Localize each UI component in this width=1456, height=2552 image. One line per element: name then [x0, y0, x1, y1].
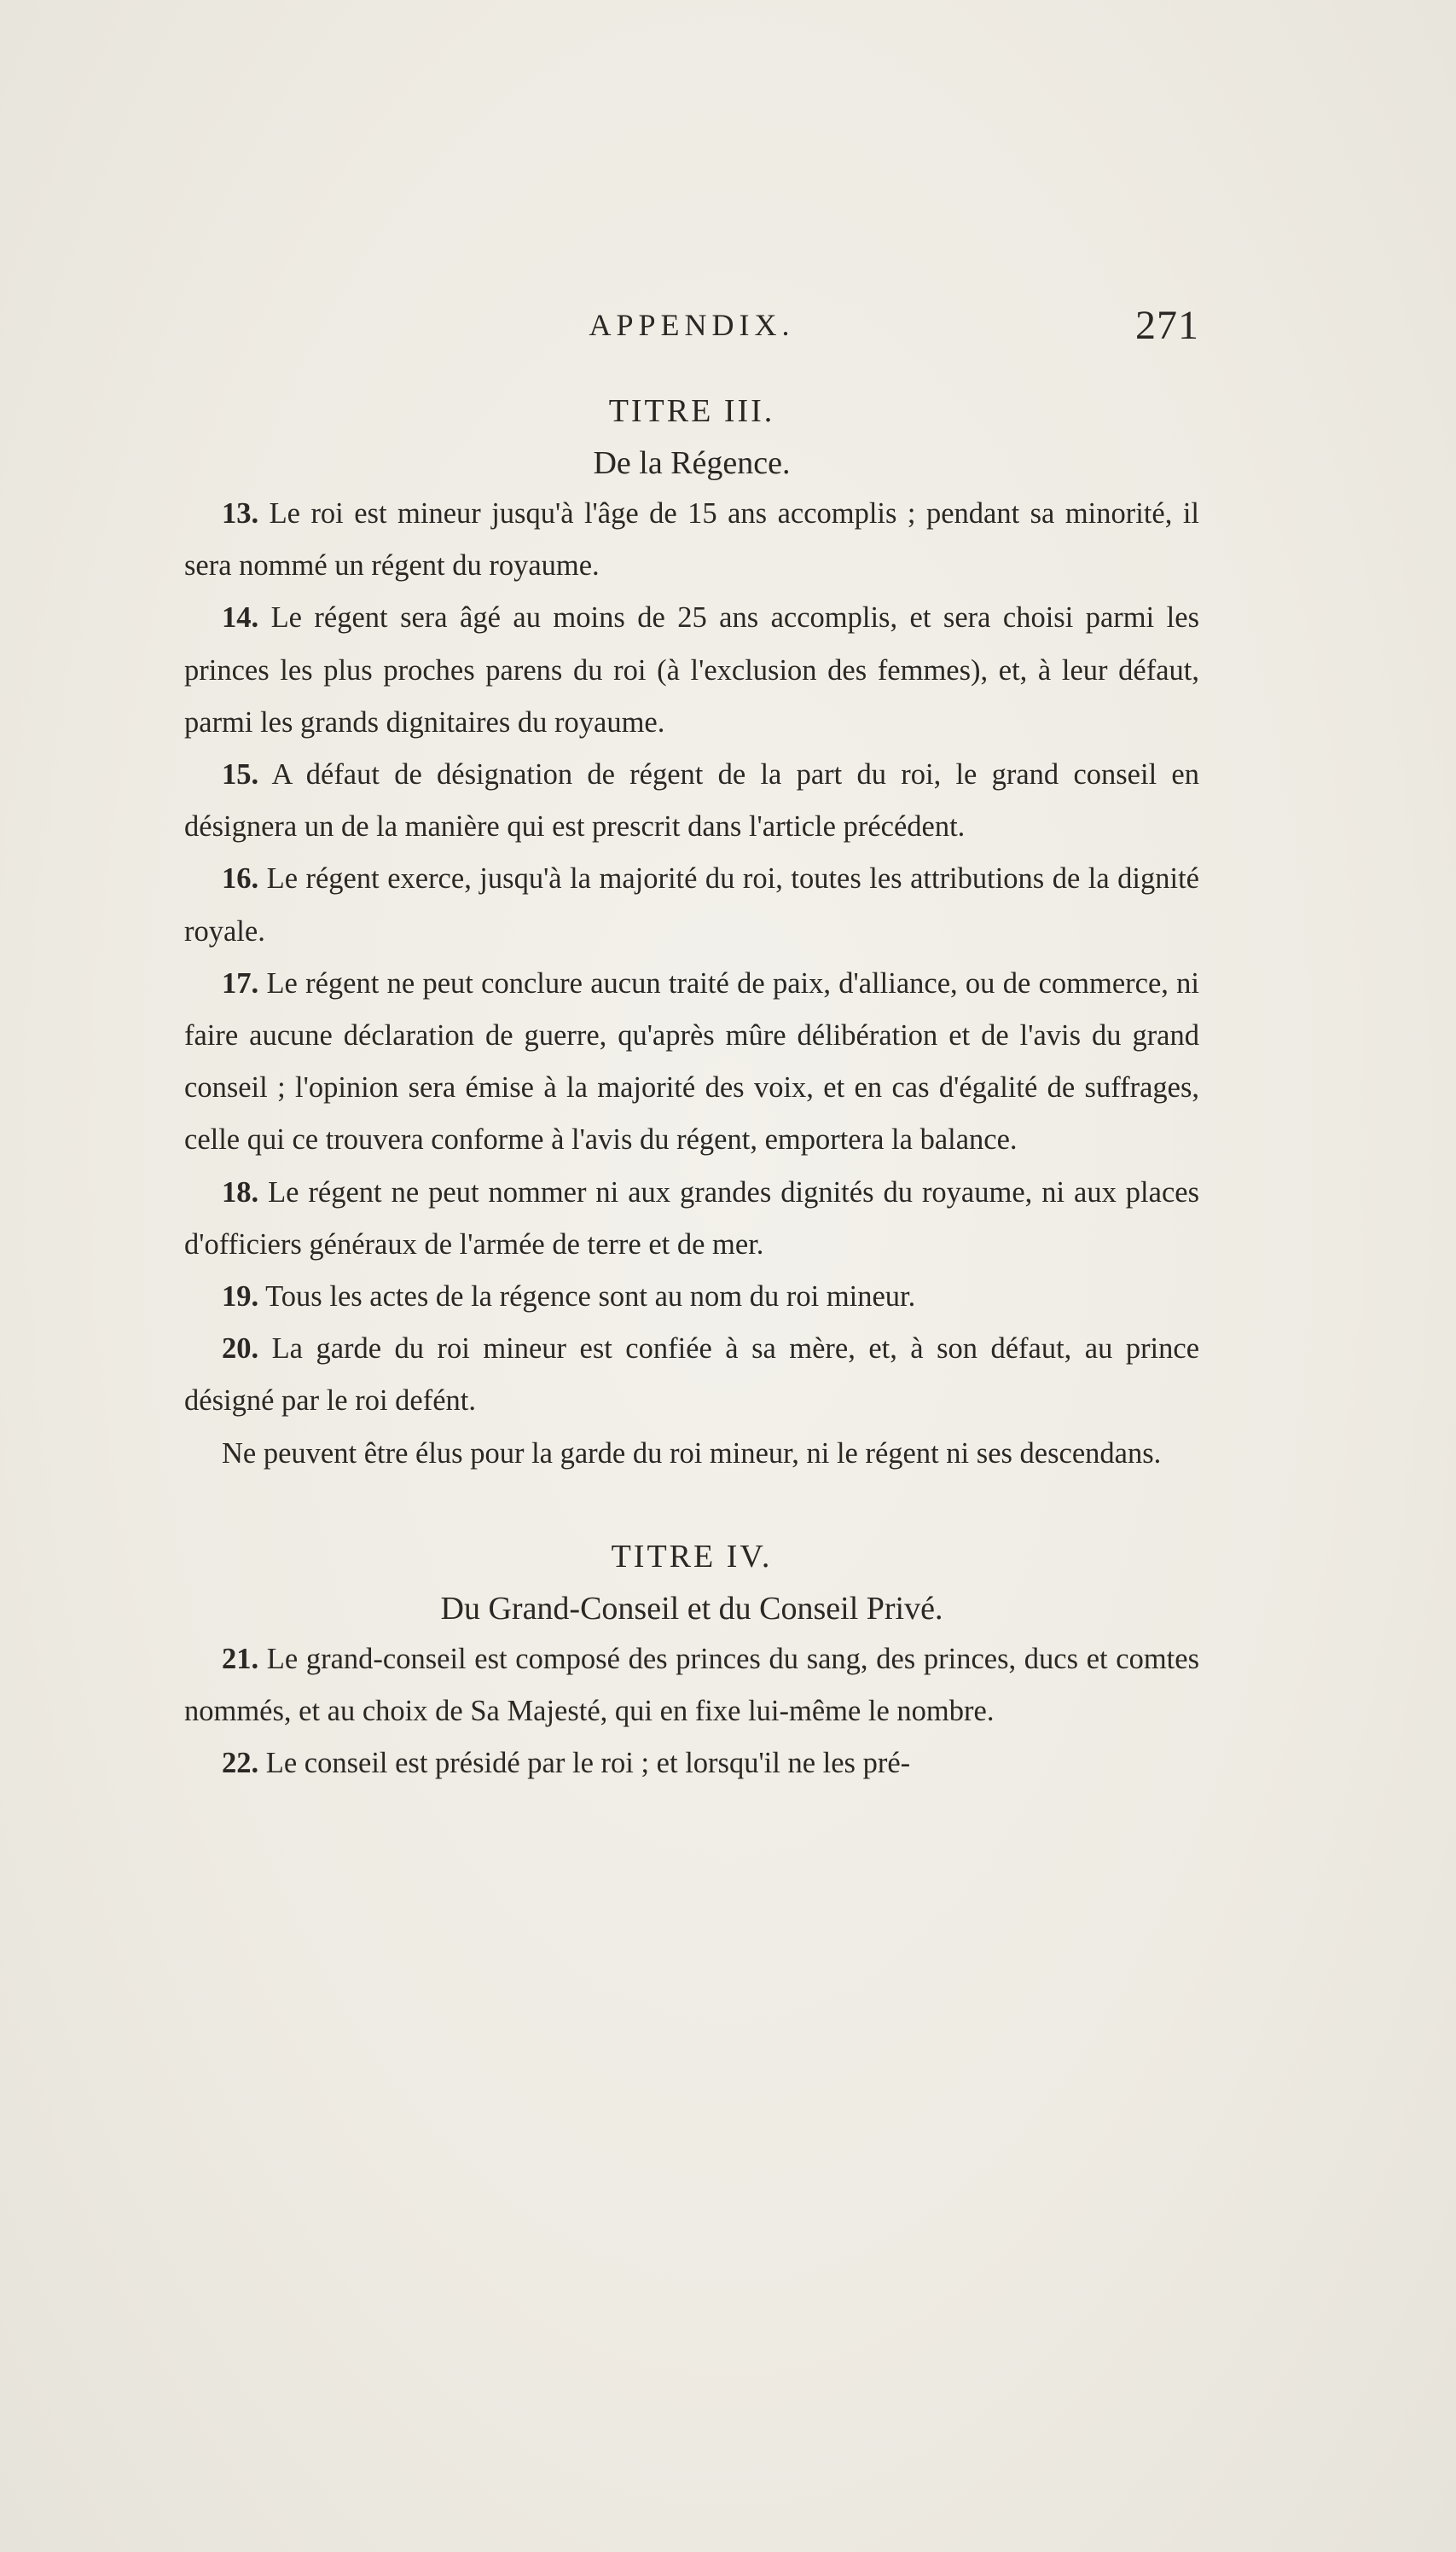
article-text: A défaut de désignation de régent de la part du roi, le grand conseil en désignera un de la manière qui est prescrit dans l'article précédent.	[184, 758, 1199, 844]
running-head: APPENDIX.	[589, 308, 795, 342]
section-title: TITRE IV.	[611, 1538, 773, 1575]
article-13	[184, 488, 1199, 592]
article-number: 17.	[222, 966, 259, 1000]
article-text: Le régent ne peut nommer ni aux grandes dignités du royaume, ni aux places d'officiers généraux de l'armée de terre et de mer.	[184, 1175, 1200, 1261]
article-number: 22.	[222, 1747, 259, 1780]
article-16	[184, 853, 1199, 957]
page-header	[184, 303, 1199, 358]
article-text: Le roi est mineur jusqu'à l'âge de 15 ans accomplis ; pendant sa minorité, il sera nommé un régent du royaume.	[184, 497, 1199, 583]
article-19	[184, 1271, 1199, 1323]
article-18	[184, 1167, 1199, 1271]
article-number: 20.	[222, 1332, 259, 1366]
article-text: Le régent ne peut conclure aucun traité de paix, d'alliance, ou de commerce, ni faire aucune déclaration de guerre, qu'après mûre délibération et de l'avis du grand conseil ; l'opinion sera émise à la majorité des voix, et en cas d'égalité de suffrages, celle qui ce trouvera conforme à l'avis du régent, emportera la balance.	[184, 966, 1200, 1157]
article-text: Le conseil est présidé par le roi ; et lorsqu'il ne les pré-	[265, 1747, 911, 1780]
article-number: 19.	[222, 1280, 259, 1314]
article-21	[184, 1633, 1199, 1737]
article-text: La garde du roi mineur est confiée à sa mère, et, à son défaut, au prince désigné par le roi defént.	[184, 1332, 1200, 1418]
section-subtitle: Du Grand-Conseil et du Conseil Privé.	[440, 1590, 943, 1627]
section-title: TITRE III.	[608, 393, 775, 429]
article-text: Ne peuvent être élus pour la garde du roi mineur, ni le régent ni ses descendans.	[222, 1436, 1162, 1470]
text-block	[184, 384, 1199, 1789]
article-number: 13.	[222, 497, 259, 530]
page-number: 271	[1135, 303, 1199, 348]
article-number: 14.	[222, 601, 259, 635]
article-20-continuation	[184, 1428, 1199, 1480]
article-14	[184, 592, 1199, 749]
article-number: 21.	[222, 1642, 259, 1675]
article-text: Le régent sera âgé au moins de 25 ans accomplis, et sera choisi parmi les princes les plus proches parens du roi (à l'exclusion des femmes), et, à leur défaut, parmi les grands dignitaires du royaume.	[184, 601, 1199, 739]
article-number: 15.	[222, 758, 259, 792]
section-spacer	[184, 1480, 1199, 1529]
article-text: Le régent exerce, jusqu'à la majorité du roi, toutes les attributions de la dignité royale.	[184, 862, 1199, 948]
article-22	[184, 1737, 1199, 1789]
article-15	[184, 749, 1199, 853]
article-text: Tous les actes de la régence sont au nom du roi mineur.	[265, 1280, 916, 1314]
article-17	[184, 958, 1199, 1167]
article-number: 16.	[222, 862, 259, 896]
article-number: 18.	[222, 1175, 259, 1209]
article-20	[184, 1323, 1199, 1427]
article-text: Le grand-conseil est composé des princes du sang, des princes, ducs et comtes nommés, et au choix de Sa Majesté, qui en fixe lui-même le nombre.	[184, 1642, 1200, 1728]
section-subtitle: De la Régence.	[593, 445, 791, 481]
